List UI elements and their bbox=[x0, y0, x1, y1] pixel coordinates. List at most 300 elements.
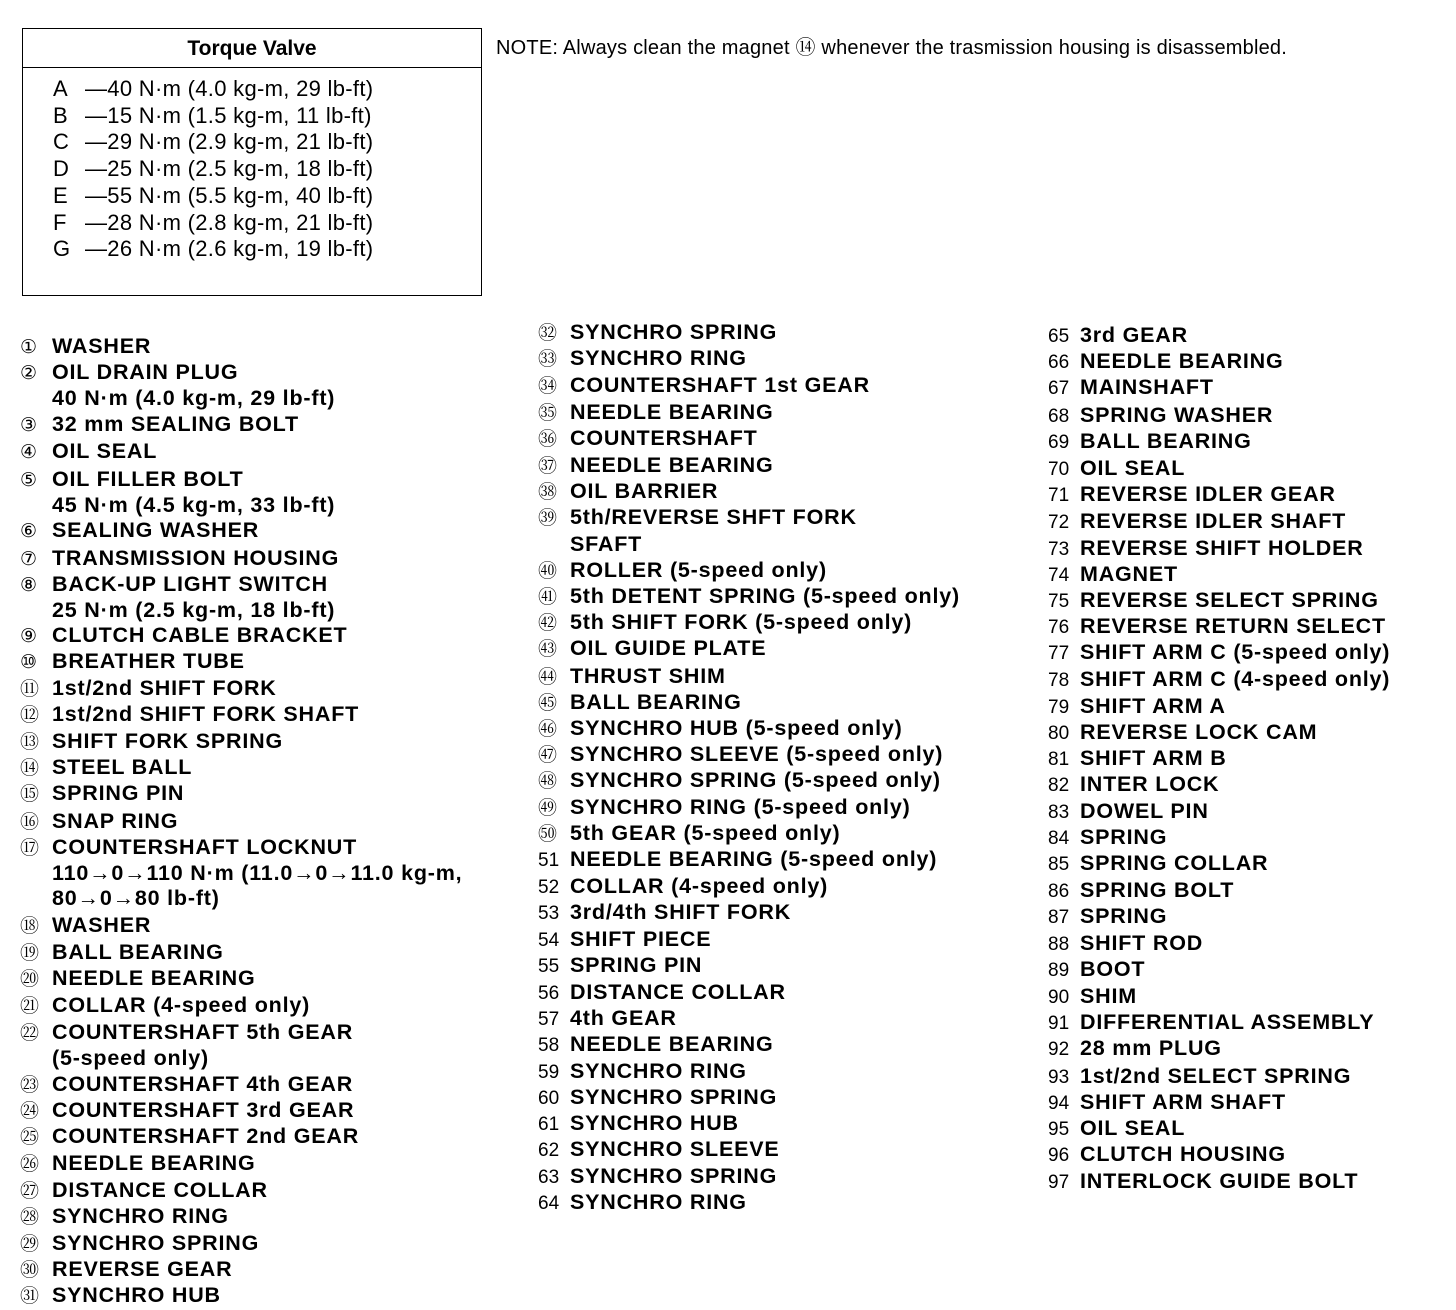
part-label: SPRING BOLT bbox=[1080, 878, 1235, 903]
part-label: COUNTERSHAFT 1st GEAR bbox=[570, 373, 870, 398]
part-label: BACK-UP LIGHT SWITCH bbox=[52, 571, 328, 596]
part-number: 92 bbox=[1048, 1039, 1070, 1061]
part-number: ㉛ bbox=[20, 1286, 40, 1308]
part-number: 60 bbox=[538, 1087, 560, 1109]
part-list-item bbox=[20, 1098, 462, 1124]
part-number: ㊶ bbox=[538, 587, 558, 609]
part-number: 85 bbox=[1048, 854, 1070, 876]
part-label: OIL FILLER BOLT bbox=[52, 467, 244, 492]
part-number: 81 bbox=[1048, 749, 1070, 771]
part-label: OIL SEAL bbox=[1080, 1116, 1186, 1141]
part-label: COUNTERSHAFT bbox=[570, 425, 758, 450]
part-label: SYNCHRO SPRING bbox=[570, 1163, 778, 1188]
part-number: ㉜ bbox=[538, 323, 558, 344]
part-number: ④ bbox=[20, 441, 38, 463]
part-list-item bbox=[1048, 456, 1390, 482]
part-list-item bbox=[20, 623, 462, 649]
part-number: ㊿ bbox=[538, 823, 558, 845]
part-list-item bbox=[20, 439, 462, 465]
part-label: SHIFT FORK SPRING bbox=[52, 729, 283, 754]
part-number: ⑲ bbox=[20, 942, 40, 964]
part-label: COUNTERSHAFT 5th GEAR bbox=[52, 1020, 354, 1045]
part-label: REVERSE IDLER GEAR bbox=[1080, 482, 1336, 507]
part-label: NEEDLE BEARING bbox=[52, 1151, 256, 1176]
part-label: SYNCHRO HUB bbox=[52, 1283, 221, 1308]
part-label: NEEDLE BEARING bbox=[570, 453, 774, 478]
part-label: NEEDLE BEARING bbox=[52, 965, 256, 990]
part-label: REVERSE LOCK CAM bbox=[1080, 720, 1318, 745]
part-number: ⑮ bbox=[20, 784, 40, 806]
part-list-item bbox=[1048, 720, 1390, 746]
part-number: 75 bbox=[1048, 591, 1070, 613]
part-number: 74 bbox=[1048, 564, 1070, 586]
part-label: SYNCHRO HUB bbox=[570, 1111, 739, 1136]
part-label: OIL BARRIER bbox=[570, 479, 719, 504]
part-number: ③ bbox=[20, 414, 38, 436]
part-list-item bbox=[20, 1178, 462, 1204]
torque-box-title: Torque Valve bbox=[23, 37, 481, 68]
part-list-item bbox=[20, 572, 462, 623]
part-list-item bbox=[1048, 694, 1390, 720]
part-list-item bbox=[538, 927, 960, 953]
part-number: ⑦ bbox=[20, 548, 38, 570]
part-label: SHIFT PIECE bbox=[570, 926, 712, 951]
part-list-item bbox=[1048, 1142, 1390, 1168]
part-number: ⑰ bbox=[20, 837, 40, 859]
part-label: SYNCHRO HUB (5-speed only) bbox=[570, 716, 903, 741]
part-label: SHIFT ARM C (4-speed only) bbox=[1080, 666, 1391, 691]
torque-value: —29 N·m (2.9 kg-m, 21 lb-ft) bbox=[85, 129, 374, 155]
part-label: INTER LOCK bbox=[1080, 772, 1220, 797]
part-number: 62 bbox=[538, 1140, 560, 1162]
part-list-item bbox=[20, 1204, 462, 1230]
part-number: ㉞ bbox=[538, 376, 558, 398]
part-list-item bbox=[20, 966, 462, 992]
part-list-item bbox=[538, 664, 960, 690]
torque-value: —40 N·m (4.0 kg-m, 29 lb-ft) bbox=[85, 76, 374, 101]
part-list-item bbox=[1048, 772, 1390, 798]
part-label: SHIFT ARM SHAFT bbox=[1080, 1089, 1286, 1114]
part-list-item bbox=[20, 334, 462, 360]
part-list-item bbox=[1048, 931, 1390, 957]
part-label: INTERLOCK GUIDE BOLT bbox=[1080, 1168, 1359, 1193]
part-label: STEEL BALL bbox=[52, 755, 193, 780]
part-label: SHIFT ARM A bbox=[1080, 693, 1226, 718]
part-label: COUNTERSHAFT LOCKNUT bbox=[52, 834, 358, 859]
part-label: NEEDLE BEARING bbox=[570, 399, 774, 424]
part-label: SPRING PIN bbox=[570, 952, 703, 977]
part-list-item bbox=[20, 993, 462, 1019]
part-number: ㉓ bbox=[20, 1074, 40, 1096]
part-list-item bbox=[538, 900, 960, 926]
part-list-item bbox=[538, 453, 960, 479]
part-number: ㊸ bbox=[538, 639, 558, 661]
part-number: ⑪ bbox=[20, 678, 40, 700]
part-number: 97 bbox=[1048, 1171, 1070, 1193]
part-list-item bbox=[538, 1164, 960, 1190]
torque-row bbox=[53, 129, 481, 156]
part-number: ㊼ bbox=[538, 745, 558, 767]
part-list-item bbox=[20, 809, 462, 835]
part-label: REVERSE GEAR bbox=[52, 1257, 233, 1282]
torque-value: —55 N·m (5.5 kg-m, 40 lb-ft) bbox=[85, 182, 374, 208]
part-label: 4th GEAR bbox=[570, 1006, 677, 1031]
part-number: 87 bbox=[1048, 907, 1070, 929]
part-label: SHIM bbox=[1080, 984, 1137, 1009]
part-label: THRUST SHIM bbox=[570, 663, 726, 688]
part-label: DOWEL PIN bbox=[1080, 798, 1209, 823]
part-number: ⑩ bbox=[20, 652, 38, 674]
part-label: REVERSE SHIFT HOLDER bbox=[1080, 535, 1364, 560]
part-label: SPRING bbox=[1080, 824, 1168, 849]
part-label: SYNCHRO RING bbox=[570, 1058, 747, 1083]
part-list-item bbox=[20, 1124, 462, 1150]
parts-column-2 bbox=[538, 320, 960, 1216]
part-number: ⑬ bbox=[20, 732, 40, 754]
part-number: ㉕ bbox=[20, 1127, 40, 1149]
part-label: 5th DETENT SPRING (5-speed only) bbox=[570, 584, 960, 609]
part-number: 64 bbox=[538, 1192, 560, 1214]
part-number: ㉙ bbox=[20, 1233, 40, 1255]
part-list-item bbox=[20, 1020, 462, 1071]
part-number: 53 bbox=[538, 903, 560, 925]
part-label: OIL DRAIN PLUG bbox=[52, 360, 239, 385]
torque-letter: F bbox=[53, 209, 67, 235]
part-label: SYNCHRO RING (5-speed only) bbox=[570, 794, 911, 819]
torque-rows bbox=[23, 68, 481, 263]
part-number: ㉖ bbox=[20, 1154, 40, 1176]
part-number: ② bbox=[20, 363, 38, 385]
torque-letter: D bbox=[53, 156, 70, 182]
part-list-item bbox=[20, 1257, 462, 1283]
part-number: 63 bbox=[538, 1166, 560, 1188]
part-label: 3rd GEAR bbox=[1080, 323, 1188, 347]
part-number: ㉒ bbox=[20, 1023, 40, 1045]
part-label: SPRING COLLAR bbox=[1080, 851, 1269, 876]
part-label: CLUTCH HOUSING bbox=[1080, 1142, 1286, 1167]
part-label: NEEDLE BEARING (5-speed only) bbox=[570, 847, 938, 872]
part-list-item bbox=[1048, 1036, 1390, 1062]
part-number: 82 bbox=[1048, 775, 1070, 797]
part-number: 95 bbox=[1048, 1119, 1070, 1141]
part-label: SHIFT ARM C (5-speed only) bbox=[1080, 640, 1391, 665]
part-number: 84 bbox=[1048, 827, 1070, 849]
part-label: SYNCHRO SLEEVE bbox=[570, 1137, 780, 1162]
part-label: SYNCHRO SPRING bbox=[52, 1230, 260, 1255]
part-label: CLUTCH CABLE BRACKET bbox=[52, 623, 348, 648]
part-list-item bbox=[1048, 984, 1390, 1010]
part-number: 90 bbox=[1048, 987, 1070, 1009]
torque-row bbox=[53, 236, 481, 263]
part-number: ⑨ bbox=[20, 626, 38, 648]
part-number: ⑫ bbox=[20, 704, 40, 726]
part-list-item bbox=[1048, 614, 1390, 640]
part-list-item bbox=[1048, 1064, 1390, 1090]
part-torque-spec: 110→0→110 N·m (11.0→0→11.0 kg-m, bbox=[52, 861, 463, 886]
part-list-item bbox=[20, 1283, 462, 1309]
torque-letter: A bbox=[53, 76, 68, 101]
part-label: SYNCHRO SLEEVE (5-speed only) bbox=[570, 742, 944, 767]
part-list-item bbox=[538, 1059, 960, 1085]
part-list-item bbox=[538, 505, 960, 556]
torque-letter: B bbox=[53, 102, 68, 128]
part-list-item bbox=[20, 676, 462, 702]
part-list-item bbox=[1048, 957, 1390, 983]
part-torque-spec: (5-speed only) bbox=[52, 1046, 209, 1071]
part-label: SYNCHRO SPRING bbox=[570, 1084, 778, 1109]
part-list-item bbox=[538, 821, 960, 847]
part-number: 59 bbox=[538, 1061, 560, 1083]
part-list-item bbox=[538, 1111, 960, 1137]
part-number: 88 bbox=[1048, 933, 1070, 955]
part-list-item bbox=[20, 360, 462, 411]
part-number: ㊱ bbox=[538, 428, 558, 450]
part-number: 67 bbox=[1048, 378, 1070, 400]
part-list-item bbox=[538, 742, 960, 768]
torque-row bbox=[53, 103, 481, 130]
part-label: DISTANCE COLLAR bbox=[52, 1177, 268, 1202]
part-label: SYNCHRO SPRING bbox=[570, 320, 778, 344]
part-number: 65 bbox=[1048, 326, 1070, 347]
part-number: 73 bbox=[1048, 538, 1070, 560]
part-number: ⑱ bbox=[20, 916, 40, 938]
part-number: ⑧ bbox=[20, 574, 38, 596]
part-label: SYNCHRO RING bbox=[52, 1203, 229, 1228]
part-list-item bbox=[538, 1006, 960, 1032]
part-label: SYNCHRO SPRING (5-speed only) bbox=[570, 768, 941, 793]
part-label: COLLAR (4-speed only) bbox=[570, 874, 829, 899]
part-list-item bbox=[20, 412, 462, 438]
part-list-item bbox=[1048, 851, 1390, 877]
part-number: 69 bbox=[1048, 431, 1070, 453]
part-number: 66 bbox=[1048, 352, 1070, 374]
parts-column-3 bbox=[1048, 323, 1390, 1195]
part-label: 3rd/4th SHIFT FORK bbox=[570, 900, 792, 925]
part-number: 54 bbox=[538, 929, 560, 951]
part-list-item bbox=[1048, 825, 1390, 851]
part-number: ㊽ bbox=[538, 771, 558, 793]
part-label: 1st/2nd SHIFT FORK SHAFT bbox=[52, 701, 360, 726]
part-label: BREATHER TUBE bbox=[52, 649, 245, 674]
part-label: REVERSE RETURN SELECT bbox=[1080, 614, 1386, 639]
part-list-item bbox=[538, 1085, 960, 1111]
part-list-item bbox=[1048, 878, 1390, 904]
torque-value: —26 N·m (2.6 kg-m, 19 lb-ft) bbox=[85, 236, 374, 262]
part-label: MAINSHAFT bbox=[1080, 375, 1214, 400]
note-text: NOTE: Always clean the magnet ⑭ whenever the trasmission housing is disassembled. bbox=[496, 37, 1288, 59]
part-number: ⑳ bbox=[20, 968, 40, 990]
part-list-item bbox=[538, 426, 960, 452]
part-number: ㉗ bbox=[20, 1180, 40, 1202]
part-list-item bbox=[1048, 799, 1390, 825]
part-number: 58 bbox=[538, 1035, 560, 1057]
part-list-item bbox=[538, 558, 960, 584]
torque-letter: G bbox=[53, 236, 71, 262]
part-number: ㊺ bbox=[538, 692, 558, 714]
part-label: SHIFT ROD bbox=[1080, 930, 1204, 955]
part-list-item bbox=[1048, 375, 1390, 401]
part-list-item bbox=[538, 1137, 960, 1163]
part-list-item bbox=[1048, 349, 1390, 375]
part-label: BALL BEARING bbox=[1080, 428, 1252, 453]
part-list-item bbox=[538, 1190, 960, 1216]
part-label: OIL GUIDE PLATE bbox=[570, 636, 767, 661]
part-label: 5th/REVERSE SHFT FORK bbox=[570, 505, 857, 530]
part-number: 96 bbox=[1048, 1145, 1070, 1167]
part-list-item bbox=[1048, 562, 1390, 588]
part-list-item bbox=[20, 546, 462, 572]
part-number: ㊾ bbox=[538, 797, 558, 819]
part-number: 94 bbox=[1048, 1092, 1070, 1114]
part-number: 61 bbox=[538, 1114, 560, 1136]
part-torque-spec: 45 N·m (4.5 kg-m, 33 lb-ft) bbox=[52, 493, 336, 518]
part-list-item bbox=[20, 940, 462, 966]
part-list-item bbox=[538, 584, 960, 610]
part-number: 72 bbox=[1048, 512, 1070, 534]
part-number: 70 bbox=[1048, 459, 1070, 481]
part-number: 77 bbox=[1048, 643, 1070, 665]
part-number: 91 bbox=[1048, 1013, 1070, 1035]
part-label: ROLLER (5-speed only) bbox=[570, 557, 827, 582]
part-number: 76 bbox=[1048, 617, 1070, 639]
part-list-item bbox=[1048, 904, 1390, 930]
part-label: MAGNET bbox=[1080, 561, 1178, 586]
part-number: ㊻ bbox=[538, 719, 558, 741]
part-torque-spec: 80→0→80 lb-ft) bbox=[52, 886, 220, 911]
part-label: 5th GEAR (5-speed only) bbox=[570, 820, 841, 845]
part-label: SHIFT ARM B bbox=[1080, 746, 1227, 771]
torque-value-box bbox=[22, 28, 482, 296]
parts-column-1 bbox=[20, 334, 462, 1310]
part-number: ㉚ bbox=[20, 1260, 40, 1282]
part-label: 32 mm SEALING BOLT bbox=[52, 411, 299, 436]
part-label: COUNTERSHAFT 4th GEAR bbox=[52, 1071, 354, 1096]
part-list-item bbox=[538, 953, 960, 979]
part-label: WASHER bbox=[52, 334, 152, 358]
part-list-item bbox=[538, 690, 960, 716]
part-list-item bbox=[1048, 1116, 1390, 1142]
part-list-item bbox=[20, 781, 462, 807]
part-number: 57 bbox=[538, 1009, 560, 1031]
part-label: NEEDLE BEARING bbox=[570, 1032, 774, 1057]
part-number: 68 bbox=[1048, 405, 1070, 427]
part-label: SYNCHRO RING bbox=[570, 1189, 747, 1214]
part-list-item bbox=[20, 467, 462, 518]
part-number: ㊷ bbox=[538, 613, 558, 635]
part-number: 93 bbox=[1048, 1066, 1070, 1088]
torque-value: —28 N·m (2.8 kg-m, 21 lb-ft) bbox=[85, 209, 374, 235]
torque-value: —15 N·m (1.5 kg-m, 11 lb-ft) bbox=[85, 102, 372, 128]
part-number: ㊵ bbox=[538, 560, 558, 582]
torque-value: —25 N·m (2.5 kg-m, 18 lb-ft) bbox=[85, 156, 374, 182]
part-label: SYNCHRO RING bbox=[570, 346, 747, 371]
part-list-item bbox=[1048, 509, 1390, 535]
part-number: 56 bbox=[538, 983, 560, 1005]
part-number: 52 bbox=[538, 877, 560, 899]
part-list-item bbox=[1048, 429, 1390, 455]
torque-letter: C bbox=[53, 129, 70, 155]
part-list-item bbox=[538, 768, 960, 794]
part-label: BALL BEARING bbox=[570, 689, 742, 714]
part-list-item bbox=[538, 320, 960, 346]
torque-row bbox=[53, 210, 481, 237]
part-label: SPRING bbox=[1080, 904, 1168, 929]
part-list-item bbox=[538, 636, 960, 662]
part-list-item bbox=[538, 346, 960, 372]
part-number: ⑯ bbox=[20, 811, 40, 833]
part-number: ㊹ bbox=[538, 666, 558, 688]
part-label: REVERSE SELECT SPRING bbox=[1080, 588, 1379, 613]
part-number: ㉟ bbox=[538, 402, 558, 424]
part-list-item bbox=[1048, 323, 1390, 349]
part-list-item bbox=[538, 373, 960, 399]
part-list-item bbox=[1048, 588, 1390, 614]
part-list-item bbox=[1048, 1169, 1390, 1195]
part-label: SPRING WASHER bbox=[1080, 402, 1274, 427]
part-number: ㊴ bbox=[538, 508, 558, 530]
part-list-item bbox=[20, 729, 462, 755]
part-label: BOOT bbox=[1080, 956, 1146, 981]
part-label: SNAP RING bbox=[52, 808, 179, 833]
part-label: DIFFERENTIAL ASSEMBLY bbox=[1080, 1010, 1375, 1035]
part-label: COUNTERSHAFT 3rd GEAR bbox=[52, 1097, 355, 1122]
part-list-item bbox=[538, 874, 960, 900]
part-list-item bbox=[1048, 536, 1390, 562]
part-number: 51 bbox=[538, 850, 560, 872]
part-list-item bbox=[538, 716, 960, 742]
part-number: 86 bbox=[1048, 881, 1070, 903]
part-label: BALL BEARING bbox=[52, 939, 224, 964]
part-list-item bbox=[20, 649, 462, 675]
part-number: ㊲ bbox=[538, 456, 558, 478]
part-number: ㉘ bbox=[20, 1206, 40, 1228]
part-list-item bbox=[538, 479, 960, 505]
torque-row bbox=[53, 156, 481, 183]
part-number: 79 bbox=[1048, 696, 1070, 718]
torque-row bbox=[53, 183, 481, 210]
part-number: ① bbox=[20, 337, 38, 358]
part-list-item bbox=[20, 702, 462, 728]
part-label: 28 mm PLUG bbox=[1080, 1036, 1222, 1061]
part-list-item bbox=[1048, 640, 1390, 666]
part-number: ⑤ bbox=[20, 470, 38, 492]
part-list-item bbox=[20, 1231, 462, 1257]
part-list-item bbox=[20, 755, 462, 781]
part-list-item bbox=[1048, 1010, 1390, 1036]
part-label: WASHER bbox=[52, 913, 152, 938]
part-list-item bbox=[538, 610, 960, 636]
part-label: 5th SHIFT FORK (5-speed only) bbox=[570, 610, 913, 635]
part-label: OIL SEAL bbox=[52, 438, 158, 463]
part-number: 80 bbox=[1048, 723, 1070, 745]
part-label: NEEDLE BEARING bbox=[1080, 349, 1284, 374]
part-list-item bbox=[1048, 746, 1390, 772]
part-number: ㉑ bbox=[20, 996, 40, 1018]
part-label: 1st/2nd SHIFT FORK bbox=[52, 675, 277, 700]
part-list-item bbox=[1048, 1090, 1390, 1116]
part-list-item bbox=[20, 1151, 462, 1177]
torque-letter: E bbox=[53, 182, 68, 208]
part-label: 1st/2nd SELECT SPRING bbox=[1080, 1063, 1352, 1088]
part-list-item bbox=[1048, 482, 1390, 508]
part-list-item bbox=[538, 400, 960, 426]
part-number: 83 bbox=[1048, 801, 1070, 823]
part-label: COLLAR (4-speed only) bbox=[52, 993, 311, 1018]
part-number: ㉝ bbox=[538, 349, 558, 371]
part-label: DISTANCE COLLAR bbox=[570, 980, 786, 1005]
part-number: ㉔ bbox=[20, 1100, 40, 1122]
part-list-item bbox=[538, 795, 960, 821]
